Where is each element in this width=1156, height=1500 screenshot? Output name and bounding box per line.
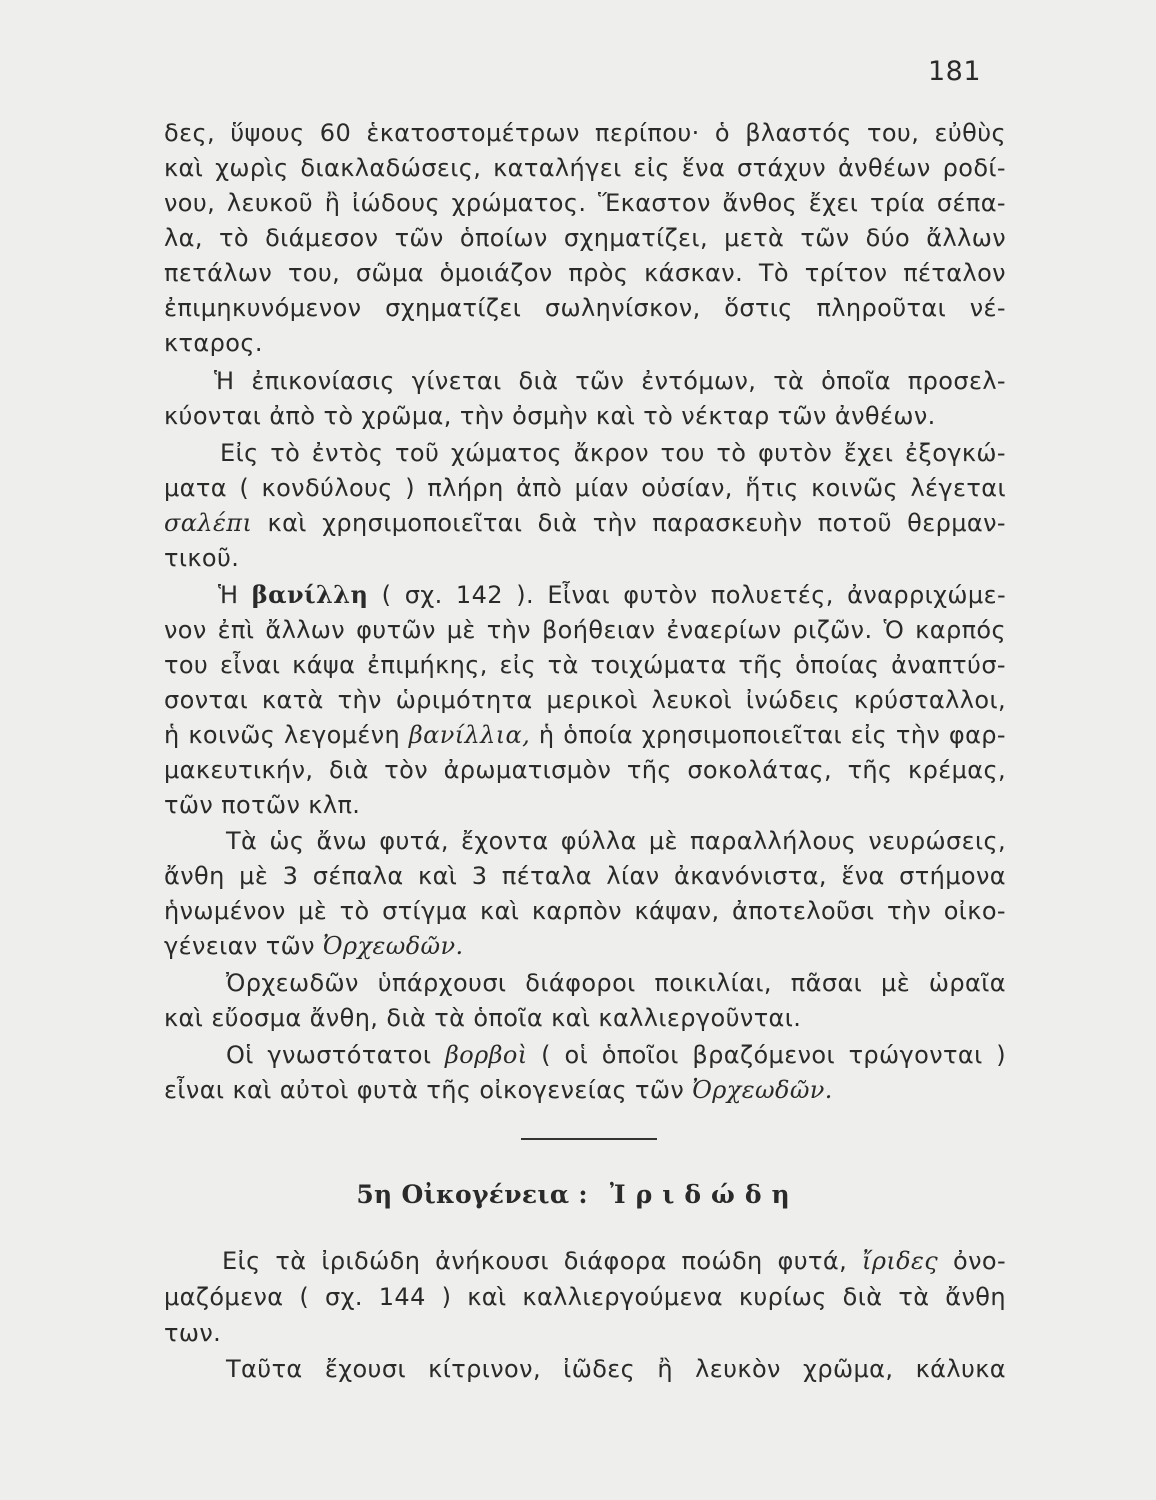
text-line [164, 508, 1006, 538]
text-line [164, 720, 1006, 750]
italic-term: Ὀρχεωδῶν. [692, 1076, 833, 1104]
italic-term: βανίλλια, [408, 721, 531, 749]
text-line: Ταῦτα ἔχουσι κίτρινον, ἰῶδες ἢ λευκὸν χρῶμα, κάλυκα [226, 1355, 1006, 1383]
text-line: κταρος. [164, 329, 263, 357]
italic-term: βορβοὶ [444, 1041, 528, 1069]
text-line: ἐπιμηκυνόμενον σχηματίζει σωληνίσκον, ὅστις πληροῦται νέ- [164, 294, 1006, 322]
text-line: ἄνθη μὲ 3 σέπαλα καὶ 3 πέταλα λίαν ἀκανόνιστα, ἕνα στήμονα [164, 862, 1006, 890]
text-line: καὶ εὔοσμα ἄνθη, διὰ τὰ ὁποῖα καὶ καλλιεργοῦνται. [164, 1004, 802, 1032]
text-line: Ὀρχεωδῶν ὑπάρχουσι διάφοροι ποικιλίαι, πᾶσαι μὲ ὡραῖα [226, 969, 1006, 997]
text-line: ματα ( κονδύλους ) πλήρη ἀπὸ μίαν οὐσίαν, ἥτις κοινῶς λέγεται [164, 474, 1006, 502]
text-line: σονται κατὰ τὴν ὡριμότητα μερικοὶ λευκοὶ ἰνώδεις κρύσταλλοι, [164, 686, 1006, 714]
text-line [218, 580, 1006, 610]
text-span: ( οἱ ὁποῖοι βραζόμενοι τρώγονται ) [527, 1041, 1006, 1069]
italic-term: Ὀρχεωδῶν. [322, 932, 464, 960]
text-line: νον ἐπὶ ἄλλων φυτῶν μὲ τὴν βοήθειαν ἐναερίων ριζῶν. Ὁ καρπός [164, 616, 1006, 644]
text-line: κύονται ἀπὸ τὸ χρῶμα, τὴν ὀσμὴν καὶ τὸ νέκταρ τῶν ἀνθέων. [164, 402, 936, 430]
text-span: ἡ ὁποία χρησιμοποιεῖται εἰς τὴν φαρ- [530, 721, 1006, 749]
heading-title: Ἰριδώδη [609, 1180, 800, 1209]
text-span: ( σχ. 142 ). Εἶναι φυτὸν πολυετές, ἀναρριχώμε- [368, 581, 1007, 609]
text-line: τικοῦ. [164, 544, 240, 572]
text-line: των. [164, 1319, 222, 1347]
text-line [226, 1040, 1006, 1070]
text-line: δες, ὕψους 60 ἑκατοστομέτρων περίπου· ὁ βλαστός του, εὐθὺς [164, 119, 1006, 147]
text-span: Εἰς τὰ ἰριδώδη ἀνήκουσι διάφορα ποώδη φυτά, [222, 1247, 863, 1275]
text-line: λα, τὸ διάμεσον τῶν ὁποίων σχηματίζει, μετὰ τῶν δύο ἄλλων [164, 224, 1006, 252]
italic-term: σαλέπι [164, 509, 253, 537]
text-span: ὀνο- [938, 1247, 1007, 1275]
text-span: Οἱ γνωστότατοι [226, 1041, 445, 1069]
italic-term: ἴριδες [862, 1247, 939, 1275]
text-span: καὶ χρησιμοποιεῖται διὰ τὴν παρασκευὴν ποτοῦ θερμαν- [252, 509, 1006, 537]
text-line [164, 931, 1006, 961]
section-divider [521, 1138, 657, 1140]
section-heading [0, 1180, 1156, 1210]
heading-prefix: 5η Οἰκογένεια : [356, 1180, 588, 1209]
text-line: πετάλων του, σῶμα ὁμοιάζον πρὸς κάσκαν. Τὸ τρίτον πέταλον [164, 259, 1006, 287]
bold-term: βανίλλη [251, 580, 369, 609]
text-line: μακευτικήν, διὰ τὸν ἀρωματισμὸν τῆς σοκολάτας, τῆς κρέμας, [164, 756, 1006, 784]
page-number: 181 [928, 56, 982, 87]
text-span: εἶναι καὶ αὐτοὶ φυτὰ τῆς οἰκογενείας τῶν [164, 1076, 693, 1104]
text-line: μαζόμενα ( σχ. 144 ) καὶ καλλιεργούμενα κυρίως διὰ τὰ ἄνθη [164, 1283, 1006, 1311]
text-line: τῶν ποτῶν κλπ. [164, 791, 361, 819]
text-span: Ἡ [218, 581, 252, 609]
text-line [222, 1246, 1006, 1276]
text-span: γένειαν τῶν [164, 932, 323, 960]
text-line [164, 1075, 1006, 1105]
text-line: Τὰ ὡς ἄνω φυτά, ἔχοντα φύλλα μὲ παραλλήλους νευρώσεις, [226, 827, 1006, 855]
text-line: Εἰς τὸ ἐντὸς τοῦ χώματος ἄκρον του τὸ φυτὸν ἔχει ἐξογκώ- [220, 439, 1006, 467]
text-line: νου, λευκοῦ ἢ ἰώδους χρώματος. Ἕκαστον ἄνθος ἔχει τρία σέπα- [164, 189, 1006, 217]
text-line: ἡνωμένον μὲ τὸ στίγμα καὶ καρπὸν κάψαν, ἀποτελοῦσι τὴν οἰκο- [164, 897, 1006, 925]
text-line: του εἶναι κάψα ἐπιμήκης, εἰς τὰ τοιχώματα τῆς ὁποίας ἀναπτύσ- [164, 651, 1006, 679]
text-span: ἡ κοινῶς λεγομένη [164, 721, 409, 749]
text-line: Ἡ ἐπικονίασις γίνεται διὰ τῶν ἐντόμων, τὰ ὁποῖα προσελ- [214, 367, 1006, 395]
text-line: καὶ χωρὶς διακλαδώσεις, καταλήγει εἰς ἕνα στάχυν ἀνθέων ροδί- [164, 154, 1006, 182]
